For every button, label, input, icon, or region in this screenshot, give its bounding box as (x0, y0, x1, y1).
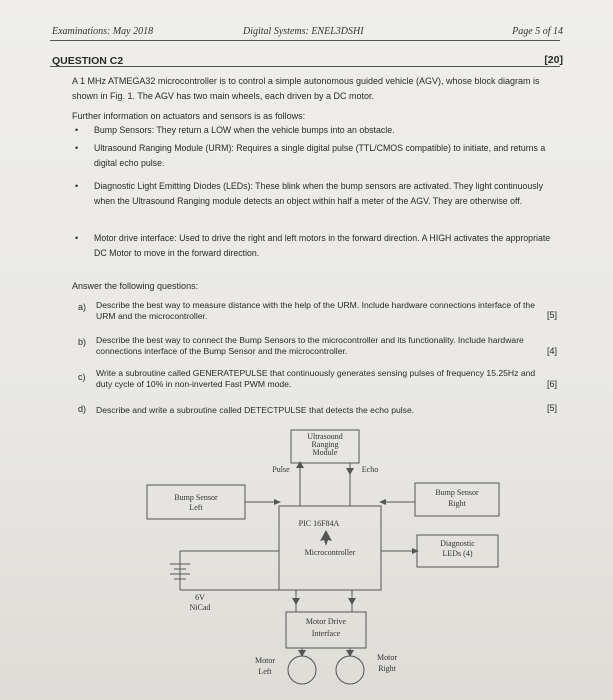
motor-right-circle (336, 656, 364, 684)
motor-left-label-2: Left (258, 667, 272, 676)
bullet-leds: Diagnostic Light Emitting Diodes (LEDs): These blink when the bump sensors are activated. They light continuously when the Ultrasound Ranging module detects an object within half a meter of the AGV. They are otherwise off. (94, 181, 544, 206)
motor-drive-label-1: Motor Drive (305, 617, 347, 626)
motor-right-label-1: Motor (377, 653, 397, 662)
part-b-label: b) (78, 337, 87, 347)
bump-left-label-2: Left (189, 503, 203, 512)
part-d-label: d) (78, 404, 87, 414)
question-title: QUESTION C2 (52, 55, 124, 67)
bullet-bump-sensors: Bump Sensors: They return a LOW when the vehicle bumps into an obstacle. (94, 125, 395, 135)
motor-drive-label-2: Interface (311, 629, 341, 638)
bump-left-box (147, 485, 245, 519)
diagnostic-label-2: LEDs (4) (442, 549, 473, 558)
header-course: Digital Systems: ENEL3DSHI (243, 26, 364, 37)
answer-prompt: Answer the following questions: (72, 281, 199, 291)
part-a-label: a) (78, 302, 87, 312)
bullet-dot: • (75, 143, 79, 153)
microcontroller-label: Microcontroller (304, 548, 356, 557)
header-page: Page 5 of 14 (512, 26, 563, 37)
part-a-text: Describe the best way to measure distance with the help of the URM. Include hardware connections interface of the URM and the microcontroller. (96, 300, 535, 321)
intro-paragraph: A 1 MHz ATMEGA32 microcontroller is to control a simple autonomous guided vehicle (AGV), whose block diagram is shown in Fig. 1. The AGV has two main wheels, each driven by a DC motor. (72, 76, 540, 101)
urm-label-1: Ultrasound (307, 432, 343, 441)
part-d-text: Describe and write a subroutine called DETECTPULSE that detects the echo pulse. (96, 405, 415, 415)
pic-label: PIC 16F84A (298, 519, 340, 528)
part-c-label: c) (78, 372, 86, 382)
part-a-marks: [5] (546, 310, 557, 320)
bump-right-label-1: Bump Sensor (435, 488, 479, 497)
bullet-dot: • (75, 233, 79, 243)
question-marks: [20] (544, 54, 563, 66)
battery-label-2: NiCad (189, 603, 211, 612)
urm-label-2: Ranging (311, 440, 339, 449)
bump-right-label-2: Right (448, 499, 466, 508)
part-c-marks: [6] (546, 379, 557, 389)
urm-label-3: Module (312, 448, 338, 457)
pulse-label: Pulse (272, 465, 290, 474)
echo-label: Echo (361, 465, 379, 474)
part-d-marks: [5] (546, 403, 557, 413)
part-b-marks: [4] (546, 346, 557, 356)
bullet-dot: • (75, 125, 79, 135)
bullet-urm: Ultrasound Ranging Module (URM): Requires a single digital pulse (TTL/CMOS compatible) to initiate, and returns a digital echo pulse. (94, 143, 546, 168)
further-info: Further information on actuators and sensors is as follows: (72, 111, 306, 121)
bullet-motor-drive: Motor drive interface: Used to drive the right and left motors in the forward direction. A HIGH activates the appropriate DC Motor to move in the forward direction. (94, 233, 551, 258)
part-c-text: Write a subroutine called GENERATEPULSE that continuously generates sensing pulses of frequency 15.25Hz and duty cycle of 10% in non-inverted Fast PWM mode. (96, 368, 536, 389)
header-exam: Examinations: May 2018 (52, 26, 154, 37)
motor-right-label-2: Right (378, 664, 396, 673)
bullet-dot: • (75, 181, 79, 191)
diagnostic-label-1: Diagnostic (440, 539, 475, 548)
battery-label-1: 6V (195, 593, 205, 602)
motor-left-circle (288, 656, 316, 684)
motor-left-label-1: Motor (255, 656, 275, 665)
part-b-text: Describe the best way to connect the Bump Sensors to the microcontroller and its functionality. Include hardware connections interface of the Bump Sensor and the microcontroller. (96, 335, 524, 356)
bump-left-label-1: Bump Sensor (174, 493, 218, 502)
